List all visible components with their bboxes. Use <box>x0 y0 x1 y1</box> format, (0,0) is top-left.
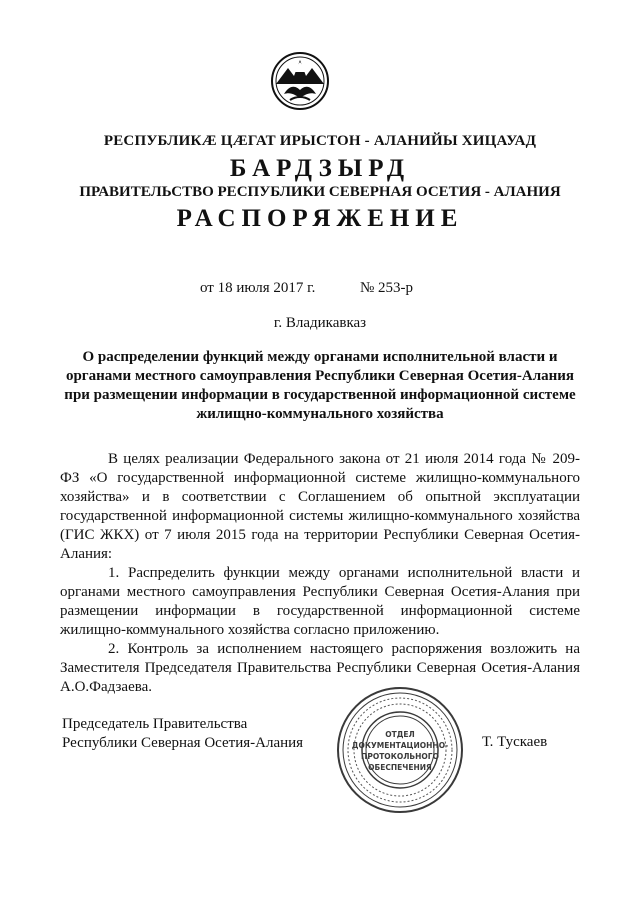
coat-of-arms-emblem-icon <box>270 50 330 112</box>
ossetian-government-line: РЕСПУБЛИКӔ ЦӔГАТ ИРЫСТОН - АЛАНИЙЫ ХИЦАУАД <box>103 133 537 149</box>
document-type-title: РАСПОРЯЖЕНИЕ <box>176 205 464 232</box>
document-subject: О распределении функций между органами исполнительной власти и органами местного самоуправления Республики Северная Осетия-Алания при размещении информации в государственной информационной системе жилищно-коммунального хозяйства <box>64 349 576 422</box>
document-date: от 18 июля 2017 г. <box>200 280 316 296</box>
stamp-text-line: ДОКУМЕНТАЦИОННО- <box>351 741 449 750</box>
signatory-position <box>62 715 303 753</box>
stamp-text-line: ПРОТОКОЛЬНОГО <box>361 752 439 761</box>
body-paragraph: 1. Распределить функции между органами исполнительной власти и органами местного самоуправления Республики Северная Осетия-Алания при размещении информации в государственной информационной системе жилищно-коммунального хозяйства согласно приложению. <box>60 565 580 638</box>
ossetian-document-title: БАРДЗЫРД <box>229 155 411 182</box>
body-paragraph: 2. Контроль за исполнением настоящего распоряжения возложить на Заместителя Председателя Правительства Республики Северная Осетия-Алания А.О.Фадзаева. <box>60 641 580 695</box>
signatory-position-line: Председатель Правительства <box>62 716 248 732</box>
stamp-text-line: ОТДЕЛ <box>385 730 415 739</box>
official-seal-stamp-icon <box>335 685 465 815</box>
document-number: № 253-р <box>360 280 414 296</box>
body-paragraph: В целях реализации Федерального закона от 21 июля 2014 года № 209-ФЗ «О государственной информационной системе жилищно-коммунального хозяйства» и в соответствии с Соглашением об опытной эксплуатации государственной информационной системы жилищно-коммунального хозяйства (ГИС ЖКХ) от 7 июля 2015 года на территории Республики Северная Осетия-Алания: <box>60 451 580 562</box>
government-line: ПРАВИТЕЛЬСТВО РЕСПУБЛИКИ СЕВЕРНАЯ ОСЕТИЯ - АЛАНИЯ <box>79 184 561 200</box>
document-city: г. Владикавказ <box>273 315 367 331</box>
signatory-name: Т. Тускаев <box>482 734 548 750</box>
signatory-position-line: Республики Северная Осетия-Алания <box>62 735 304 751</box>
stamp-text-line: ОБЕСПЕЧЕНИЯ <box>368 763 432 772</box>
document-body <box>60 450 580 697</box>
